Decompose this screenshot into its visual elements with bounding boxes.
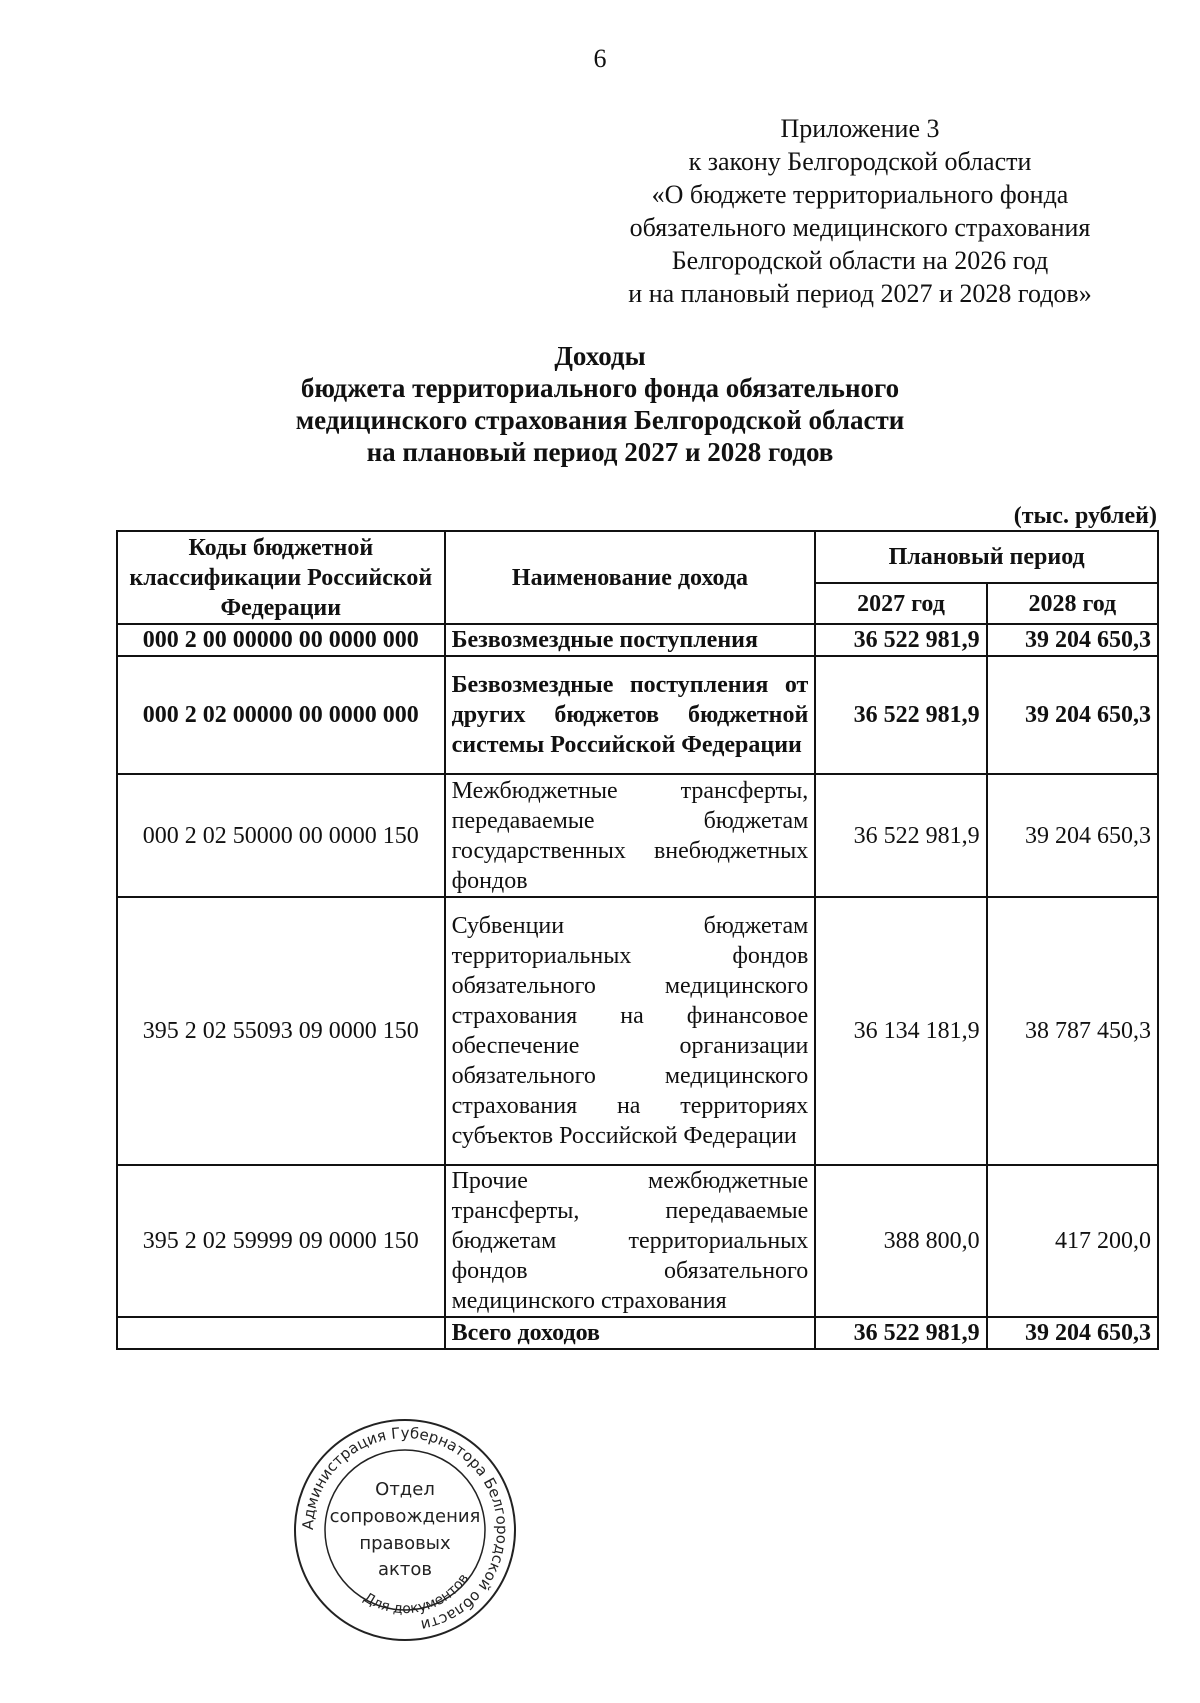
title-line: бюджета территориального фонда обязательного xyxy=(300,373,900,403)
row-value-2028: 39 204 650,3 xyxy=(987,1317,1158,1349)
table-row xyxy=(117,624,1158,656)
appendix-line: к закону Белгородской области xyxy=(688,147,1032,176)
official-stamp xyxy=(290,1415,520,1645)
row-value-2027: 36 522 981,9 xyxy=(815,1317,986,1349)
title-line: медицинского страхования Белгородской области xyxy=(295,405,905,435)
row-value-2028: 39 204 650,3 xyxy=(987,774,1158,897)
row-value-2027: 388 800,0 xyxy=(815,1165,986,1317)
row-code: 395 2 02 59999 09 0000 150 xyxy=(117,1165,445,1317)
table-row xyxy=(117,774,1158,897)
header-year-2027: 2027 год xyxy=(815,583,986,624)
row-name: Субвенции бюджетам территориальных фондов обязательного медицинского страхования на финансовое обеспечение организации обязательного медицинского страхования на территориях субъектов Российской Федерации xyxy=(445,897,816,1165)
stamp-ring-text: Администрация Губернатора Белгородской области xyxy=(298,1423,512,1635)
stamp-center-line: сопровождения xyxy=(329,1506,481,1527)
table-row-total xyxy=(117,1317,1158,1349)
document-title xyxy=(150,340,1050,468)
row-name: Прочие межбюджетные трансферты, передаваемые бюджетам территориальных фондов обязательного медицинского страхования xyxy=(445,1165,816,1317)
income-table xyxy=(116,530,1159,1350)
row-name: Безвозмездные поступления от других бюджетов бюджетной системы Российской Федерации xyxy=(445,656,816,774)
row-value-2028: 38 787 450,3 xyxy=(987,897,1158,1165)
page-number: 6 xyxy=(593,44,607,73)
row-value-2027: 36 522 981,9 xyxy=(815,774,986,897)
title-line: на плановый период 2027 и 2028 годов xyxy=(366,437,834,467)
stamp-center-line: актов xyxy=(377,1559,433,1580)
row-value-2028: 39 204 650,3 xyxy=(987,624,1158,656)
appendix-line: обязательного медицинского страхования xyxy=(629,213,1091,242)
row-code: 000 2 02 00000 00 0000 000 xyxy=(117,656,445,774)
stamp-center-line: правовых xyxy=(359,1533,451,1554)
stamp-bottom-text: Для документов xyxy=(360,1570,473,1618)
units-label: (тыс. рублей) xyxy=(1013,503,1157,529)
title-line: Доходы xyxy=(554,341,646,371)
row-value-2028: 39 204 650,3 xyxy=(987,656,1158,774)
row-code: 000 2 02 50000 00 0000 150 xyxy=(117,774,445,897)
appendix-line: Белгородской области на 2026 год xyxy=(671,246,1049,275)
table-row xyxy=(117,1165,1158,1317)
row-value-2028: 417 200,0 xyxy=(987,1165,1158,1317)
table-row xyxy=(117,897,1158,1165)
appendix-header xyxy=(600,112,1120,310)
header-period: Плановый период xyxy=(815,531,1158,583)
header-code: Коды бюджетной классификации Российской Федерации xyxy=(117,531,445,624)
header-name: Наименование дохода xyxy=(445,531,816,624)
row-code: 000 2 00 00000 00 0000 000 xyxy=(117,624,445,656)
appendix-line: Приложение 3 xyxy=(780,114,940,143)
row-code: 395 2 02 55093 09 0000 150 xyxy=(117,897,445,1165)
header-year-2028: 2028 год xyxy=(987,583,1158,624)
row-value-2027: 36 134 181,9 xyxy=(815,897,986,1165)
row-value-2027: 36 522 981,9 xyxy=(815,624,986,656)
row-name: Межбюджетные трансферты, передаваемые бюджетам государственных внебюджетных фондов xyxy=(445,774,816,897)
row-code xyxy=(117,1317,445,1349)
row-value-2027: 36 522 981,9 xyxy=(815,656,986,774)
appendix-line: «О бюджете территориального фонда xyxy=(651,180,1069,209)
stamp-center-line: Отдел xyxy=(375,1479,435,1500)
appendix-line: и на плановый период 2027 и 2028 годов» xyxy=(628,279,1092,308)
table-row xyxy=(117,656,1158,774)
row-name: Безвозмездные поступления xyxy=(445,624,816,656)
row-name: Всего доходов xyxy=(445,1317,816,1349)
